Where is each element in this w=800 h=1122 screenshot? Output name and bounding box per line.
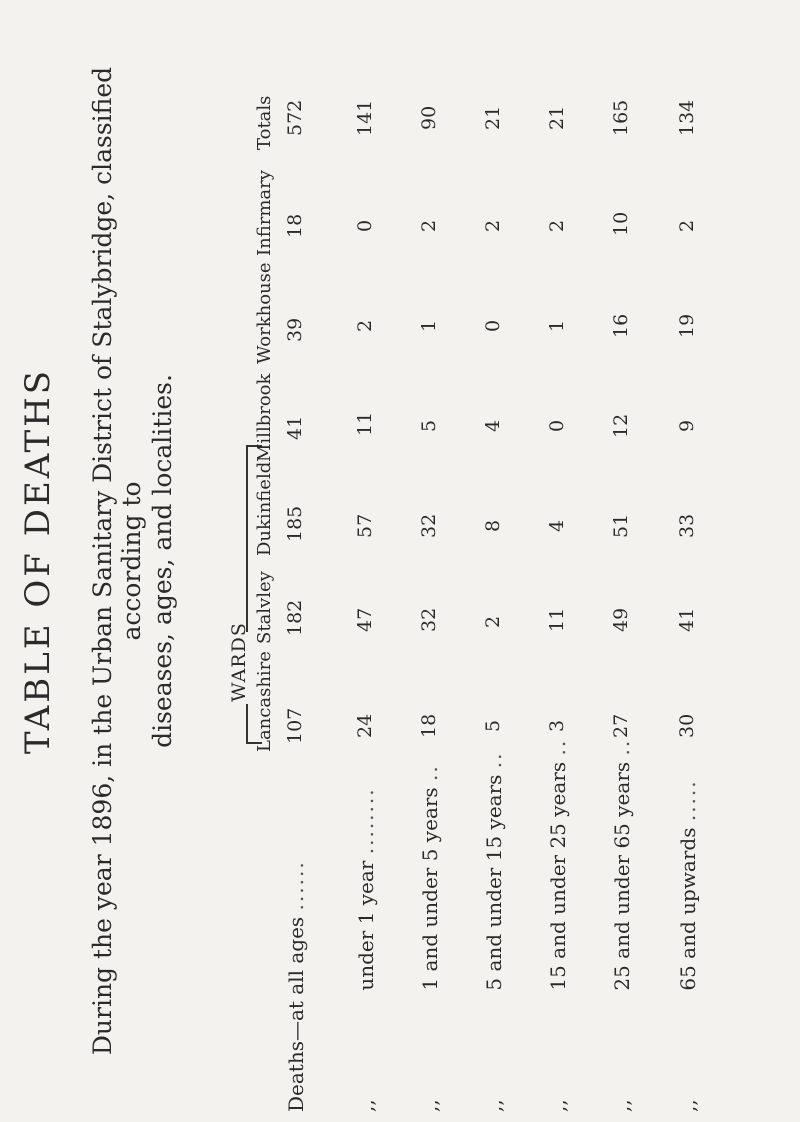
- row-prefix: ,,: [482, 1099, 506, 1112]
- table-cell: 57: [354, 513, 376, 538]
- table-cell: 32: [418, 513, 440, 538]
- row-prefix: ,,: [546, 1099, 570, 1112]
- table-cell: 41: [676, 607, 698, 632]
- table-cell: 90: [418, 105, 440, 130]
- table-cell: 107: [284, 707, 306, 744]
- table-cell: 9: [676, 419, 698, 432]
- table-cell: 12: [610, 413, 632, 438]
- table-cell: 3: [546, 719, 568, 732]
- table-cell: 51: [610, 513, 632, 538]
- table-cell: 141: [354, 99, 376, 136]
- table-cell: 49: [610, 607, 632, 632]
- table-cell: 2: [354, 319, 376, 332]
- table-cell: 39: [284, 317, 306, 342]
- table-cell: 4: [482, 419, 504, 432]
- table-cell: 11: [546, 607, 568, 632]
- table-cell: 16: [610, 313, 632, 338]
- row-label: Deaths—at all ages ......: [284, 860, 308, 1112]
- col-head-millbrook: Millbrook: [254, 373, 275, 462]
- table-cell: 19: [676, 313, 698, 338]
- table-cell: 185: [284, 505, 306, 542]
- wards-label: WARDS: [228, 622, 250, 702]
- col-head-totals: Totals: [254, 95, 275, 150]
- col-head-infirmary: Infirmary: [254, 170, 275, 256]
- table-cell: 8: [482, 519, 504, 532]
- table-cell: 24: [354, 713, 376, 738]
- table-cell: 5: [418, 419, 440, 432]
- row-label: ,, 5 and under 15 years ..: [482, 751, 506, 1112]
- table-cell: 5: [482, 719, 504, 732]
- table-cell: 27: [610, 713, 632, 738]
- table-cell: 21: [482, 105, 504, 130]
- table-cell: 33: [676, 513, 698, 538]
- row-prefix: Deaths—at all ages: [284, 916, 308, 1112]
- table-cell: 1: [546, 319, 568, 332]
- table-cell: 32: [418, 607, 440, 632]
- table-cell: 47: [354, 607, 376, 632]
- table-cell: 18: [418, 713, 440, 738]
- table-cell: 2: [546, 219, 568, 232]
- col-head-dukinfield: Dukinfield: [254, 461, 275, 556]
- table-cell: 4: [546, 519, 568, 532]
- page-title: TABLE OF DEATHS: [18, 367, 58, 755]
- table-cell: 134: [676, 99, 698, 136]
- table-cell: 2: [676, 219, 698, 232]
- table-cell: 0: [354, 219, 376, 232]
- table-cell: 2: [482, 615, 504, 628]
- table-cell: 2: [418, 219, 440, 232]
- subtitle-line-1: During the year 1896, in the Urban Sanitary District of Stalybridge, classified according to: [88, 66, 146, 1056]
- row-prefix: ,,: [610, 1099, 634, 1112]
- table-cell: 572: [284, 99, 306, 136]
- table-cell: 30: [676, 713, 698, 738]
- table-cell: 2: [482, 219, 504, 232]
- table-cell: 0: [482, 319, 504, 332]
- col-head-workhouse: Workhouse: [254, 262, 275, 364]
- row-label: ,, 65 and upwards .....: [676, 779, 700, 1112]
- col-head-stalvley: Stalvley: [254, 571, 275, 644]
- row-label: ,, under 1 year ........: [354, 787, 378, 1112]
- table-cell: 0: [546, 419, 568, 432]
- row-prefix: ,,: [418, 1099, 442, 1112]
- row-label: ,, 25 and under 65 years ..: [610, 738, 634, 1112]
- table-cell: 1: [418, 319, 440, 332]
- row-prefix: ,,: [354, 1099, 378, 1112]
- row-label: ,, 1 and under 5 years ..: [418, 764, 442, 1112]
- table-cell: 21: [546, 105, 568, 130]
- col-head-lancashire: Lancashire: [254, 651, 275, 752]
- row-prefix: ,,: [676, 1099, 700, 1112]
- table-cell: 10: [610, 211, 632, 236]
- subtitle-line-2: diseases, ages, and localities.: [148, 374, 177, 748]
- table-cell: 18: [284, 213, 306, 238]
- table-cell: 182: [284, 599, 306, 636]
- table-cell: 165: [610, 99, 632, 136]
- table-cell: 11: [354, 411, 376, 436]
- table-cell: 41: [284, 415, 306, 440]
- row-label: ,, 15 and under 25 years ..: [546, 738, 570, 1112]
